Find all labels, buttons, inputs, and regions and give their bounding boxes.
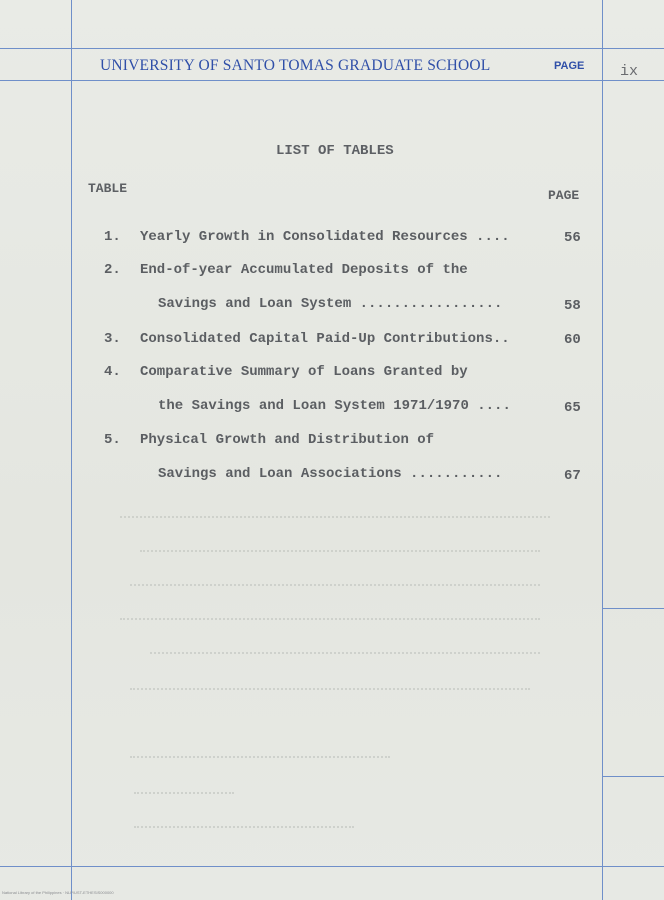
entry-2-line-2: Savings and Loan System ................. (158, 296, 503, 312)
entry-5-page: 67 (564, 468, 581, 484)
right-column-rule-2 (602, 776, 664, 777)
table-column-heading: TABLE (88, 181, 128, 196)
show-through-leader (120, 618, 540, 620)
entry-2-page: 58 (564, 298, 581, 314)
show-through-leader (150, 652, 540, 654)
show-through-leader (140, 550, 540, 552)
header-top-rule (0, 48, 664, 49)
entry-4-page: 65 (564, 400, 581, 416)
right-margin-rule (602, 0, 603, 900)
entry-3-number: 3. (104, 331, 121, 347)
show-through-leader (130, 584, 540, 586)
header-bottom-rule (0, 80, 664, 81)
entry-5-line-2: Savings and Loan Associations ........... (158, 466, 503, 482)
entry-5-line-1: Physical Growth and Distribution of (140, 432, 435, 448)
entry-1-page: 56 (564, 230, 581, 246)
entry-5-number: 5. (104, 432, 121, 448)
page-number: ix (620, 63, 639, 80)
entry-2-line-1: End-of-year Accumulated Deposits of the (140, 262, 468, 278)
show-through-leader (134, 792, 234, 794)
footer-rule (0, 866, 664, 867)
school-name: UNIVERSITY OF SANTO TOMAS GRADUATE SCHOOL (100, 57, 491, 74)
scan-credit: National Library of the Philippines · NLP/UST-ETHESIS000000 (2, 890, 114, 895)
right-column-rule-1 (602, 608, 664, 609)
entry-3-line-1: Consolidated Capital Paid-Up Contributions.. (140, 331, 510, 347)
entry-3-page: 60 (564, 332, 581, 348)
entry-4-line-1: Comparative Summary of Loans Granted by (140, 364, 468, 380)
list-of-tables-title: LIST OF TABLES (276, 143, 394, 159)
entry-1-line-1: Yearly Growth in Consolidated Resources .... (140, 229, 510, 245)
entry-1-number: 1. (104, 229, 121, 245)
page-column-heading: PAGE (548, 188, 580, 203)
page-label: PAGE (554, 60, 585, 72)
show-through-leader (130, 688, 530, 690)
entry-4-line-2: the Savings and Loan System 1971/1970 .... (158, 398, 511, 414)
show-through-leader (134, 826, 354, 828)
entry-4-number: 4. (104, 364, 121, 380)
left-margin-rule (71, 0, 72, 900)
show-through-leader (120, 516, 550, 518)
entry-2-number: 2. (104, 262, 121, 278)
show-through-leader (130, 756, 390, 758)
